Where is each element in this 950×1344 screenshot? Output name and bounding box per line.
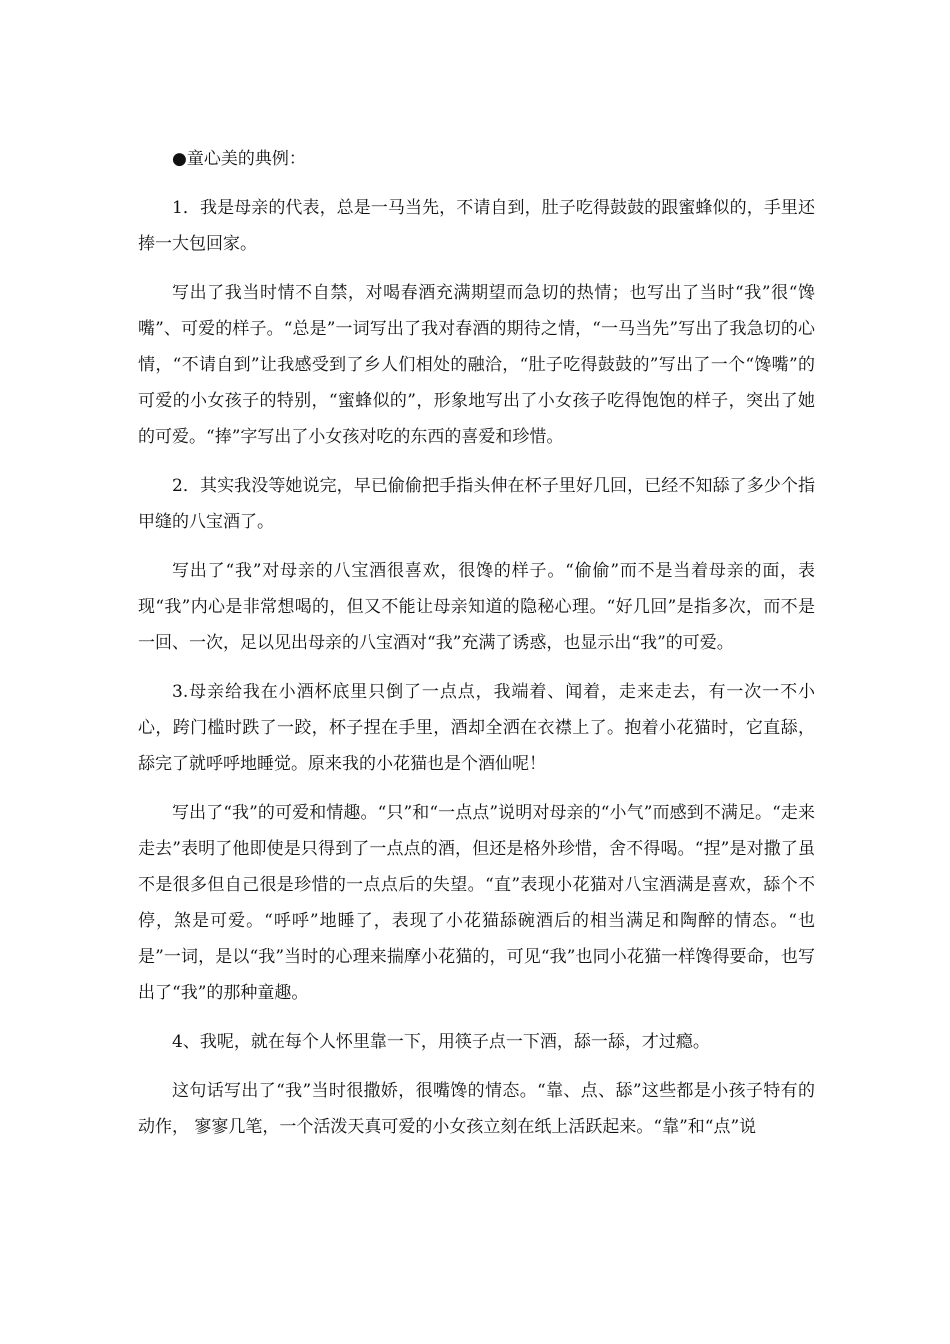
document-body: [138, 141, 815, 1158]
example-2-analysis: 写出了“我”对母亲的八宝酒很喜欢，很馋的样子。“偷偷”而不是当着母亲的面，表现“我”内心是非常想喝的，但又不能让母亲知道的隐秘心理。“好几回”是指多次，而不是一回、一次，足以见出母亲的八宝酒对“我”充满了诱惑，也显示出“我”的可爱。: [138, 561, 815, 653]
example-1-quote: 1．我是母亲的代表，总是一马当先，不请自到，肚子吃得鼓鼓的跟蜜蜂似的，手里还捧一大包回家。: [138, 198, 815, 254]
example-3-quote: 3.母亲给我在小酒杯底里只倒了一点点，我端着、闻着，走来走去，有一次一不小心，跨门槛时跌了一跤，杯子捏在手里，酒却全洒在衣襟上了。抱着小花猫时，它直舔，舔完了就呼呼地睡觉。原来我的小花猫也是个酒仙呢！: [138, 682, 815, 774]
example-2-quote: 2．其实我没等她说完，早已偷偷把手指头伸在杯子里好几回，已经不知舔了多少个指甲缝的八宝酒了。: [138, 476, 815, 532]
example-1-analysis: 写出了我当时情不自禁，对喝春酒充满期望而急切的热情；也写出了当时“我”很“馋嘴”、可爱的样子。“总是”一词写出了我对春酒的期待之情，“一马当先”写出了我急切的心情，“不请自到”让我感受到了乡人们相处的融洽，“肚子吃得鼓鼓的”写出了一个“馋嘴”的可爱的小女孩子的特别，“蜜蜂似的”，形象地写出了小女孩子吃得饱饱的样子，突出了她的可爱。“捧”字写出了小女孩对吃的东西的喜爱和珍惜。: [138, 283, 815, 447]
example-4-analysis: 这句话写出了“我”当时很撒娇，很嘴馋的情态。“靠、点、舔”这些都是小孩子特有的动作， 寥寥几笔，一个活泼天真可爱的小女孩立刻在纸上活跃起来。“靠”和“点”说: [138, 1081, 815, 1137]
section-heading: ●童心美的典例：: [172, 149, 306, 169]
example-4-quote: 4、我呢，就在每个人怀里靠一下，用筷子点一下酒，舔一舔，才过瘾。: [172, 1032, 710, 1052]
example-3-analysis: 写出了“我”的可爱和情趣。“只”和“一点点”说明对母亲的“小气”而感到不满足。“走来走去”表明了他即使是只得到了一点点的酒，但还是格外珍惜，舍不得喝。“捏”是对撒了虽不是很多但自己很是珍惜的一点点后的失望。“直”表现小花猫对八宝酒满是喜欢，舔个不停，煞是可爱。“呼呼”地睡了，表现了小花猫舔碗酒后的相当满足和陶醉的情态。“也是”一词，是以“我”当时的心理来揣摩小花猫的，可见“我”也同小花猫一样馋得要命，也写出了“我”的那种童趣。: [138, 803, 815, 1003]
